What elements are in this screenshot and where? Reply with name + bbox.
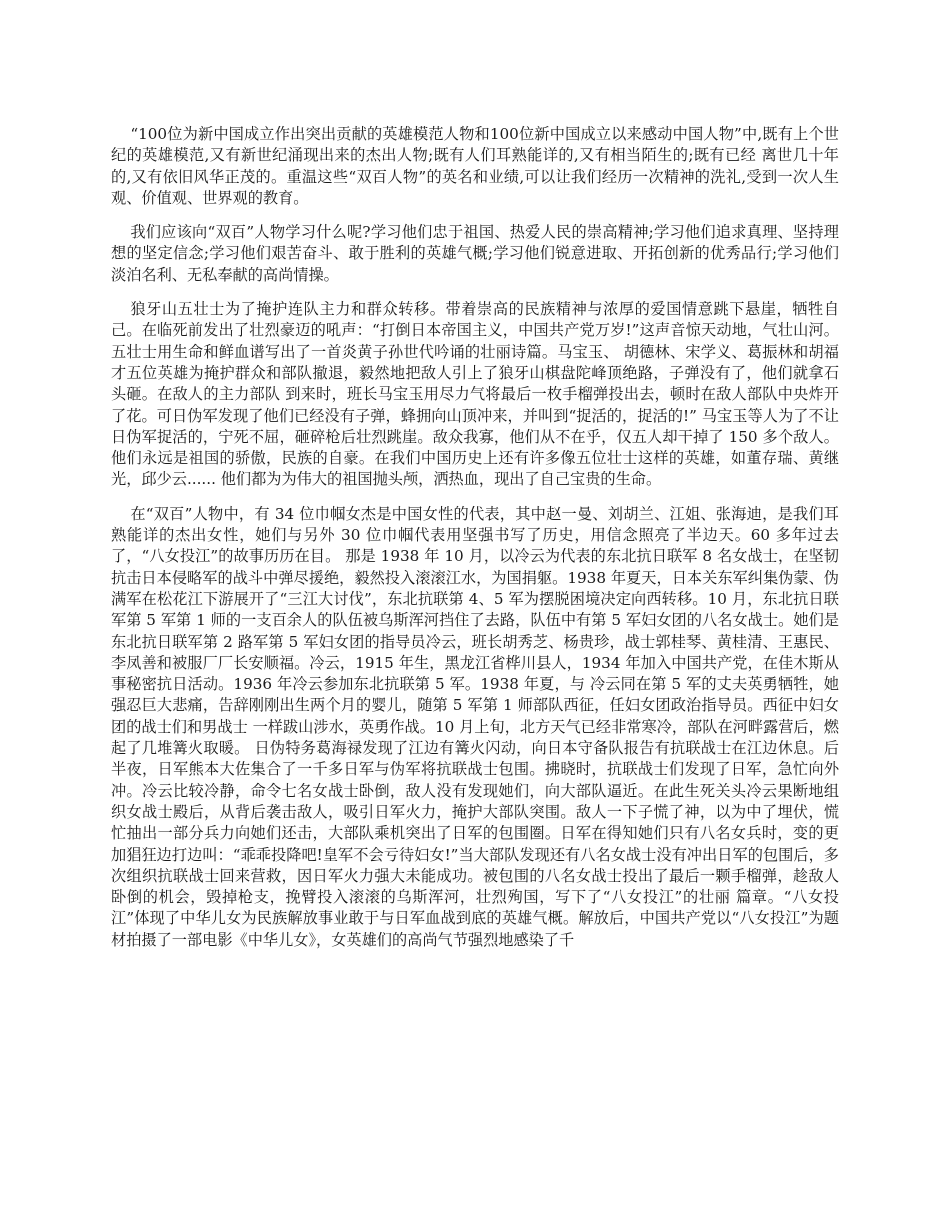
document-body <box>111 124 839 964</box>
paragraph-langyashan: 狼牙山五壮士为了掩护连队主力和群众转移。带着崇高的民族精神与浓厚的爱国情意跳下悬崖，牺牲自己。在临死前发出了壮烈豪迈的吼声：“打倒日本帝国主义，中国共产党万岁!”这声音惊天动地，气壮山河。五壮士用生命和鲜血谱写出了一首炎黄子孙世代吟诵的壮丽诗篇。马宝玉、 胡德林、宋学义、葛振林和胡福才五位英雄为掩护群众和部队撤退，毅然地把敌人引上了狼牙山棋盘陀峰顶绝路，子弹没有了，他们就拿石头砸。在敌人的主力部队 到来时，班长马宝玉用尽力气将最后一枚手榴弹投出去，顿时在敌人部队中央炸开了花。可日伪军发现了他们已经没有子弹，蜂拥向山顶冲来，并叫到“捉活的，捉活的!” 马宝玉等人为了不让日伪军捉活的，宁死不屈，砸碎枪后壮烈跳崖。敌众我寡，他们从不在乎，仅五人却干掉了 150 多个敌人。他们永远是祖国的骄傲，民族的自豪。在我们中国历史上还有许多像五位壮士这样的英雄，如董存瑞、黄继光，邱少云...... 他们都为为伟大的祖国抛头颅，洒热血，现出了自己宝贵的生命。 <box>111 300 839 489</box>
paragraph-intro: “100位为新中国成立作出突出贡献的英雄模范人物和100位新中国成立以来感动中国人物”中,既有上个世纪的英雄模范,又有新世纪涌现出来的杰出人物;既有人们耳熟能详的,又有相当陌生的;既有已经 离世几十年的,又有依旧风华正茂的。重温这些“双百人物”的英名和业绩,可以让我们经历一次精神的洗礼,受到一次人生观、价值观、世界观的教育。 <box>111 125 839 207</box>
paragraph-learning: 我们应该向“双百”人物学习什么呢?学习他们忠于祖国、热爱人民的崇高精神;学习他们追求真理、坚持理想的坚定信念;学习他们艰苦奋斗、敢于胜利的英雄气概;学习他们锐意进取、开拓创新的优秀品行;学习他们淡泊名利、无私奉献的高尚情操。 <box>111 223 839 284</box>
paragraph-eight-women: 在“双百”人物中，有 34 位巾帼女杰是中国女性的代表，其中赵一曼、刘胡兰、江姐、张海迪，是我们耳熟能详的杰出女性，她们与另外 30 位巾帼代表用坚强书写了历史，用信念照亮了半边天。60 多年过去了，“八女投江”的故事历历在目。 那是 1938 年 10 月，以冷云为代表的东北抗日联军 8 名女战士，在坚韧抗击日本侵略军的战斗中弹尽援绝，毅然投入滚滚江水，为国捐躯。1938 年夏天，日本关东军纠集伪蒙、伪满军在松花江下游展开了“三江大讨伐”，东北抗联第 4、5 军为摆脱困境决定向西转移。10 月，东北抗日联军第 5 军第 1 师的一支百余人的队伍被乌斯浑河挡住了去路，队伍中有第 5 军妇女团的八名女战士。她们是东北抗日联军第 2 路军第 5 军妇女团的指导员冷云，班长胡秀芝、杨贵珍，战士郭桂琴、黄桂清、王惠民、李凤善和被服厂厂长安顺福。冷云，1915 年生，黑龙江省桦川县人，1934 年加入中国共产党，在佳木斯从事秘密抗日活动。1936 年冷云参加东北抗联第 5 军。1938 年夏，与 冷云同在第 5 军的丈夫英勇牺牲，她强忍巨大悲痛，告辞刚刚出生两个月的婴儿，随第 5 军第 1 师部队西征，任妇女团政治指导员。西征中妇女团的战士们和男战士 一样跋山涉水，英勇作战。10 月上旬，北方天气已经非常寒冷，部队在河畔露营后，燃起了几堆篝火取暖。 日伪特务葛海禄发现了江边有篝火闪动，向日本守备队报告有抗联战士在江边休息。后半夜，日军熊本大佐集合了一千多日军与伪军将抗联战士包围。拂晓时，抗联战士们发现了日军，急忙向外冲。冷云比较冷静，命令七名女战士卧倒，敌人没有发现她们，向大部队逼近。在此生死关头冷云果断地组织女战士殿后，从背后袭击敌人，吸引日军火力，掩护大部队突围。敌人一下子慌了神，以为中了埋伏，慌忙抽出一部分兵力向她们还击，大部队乘机突出了日军的包围圈。日军在得知她们只有八名女兵时，变的更加猖狂边打边叫：“乖乖投降吧!皇军不会亏待妇女!”当大部队发现还有八名女战士没有冲出日军的包围后，多次组织抗联战士回来营救，因日军火力强大未能成功。被包围的八名女战士投出了最后一颗手榴弹，趁敌人卧倒的机会，毁掉枪支，挽臂投入滚滚的乌斯浑河，壮烈殉国，写下了“八女投江”的壮丽 篇章。“八女投江”体现了中华儿女为民族解放事业敢于与日军血战到底的英雄气概。解放后，中国共产党以“八女投江”为题材拍摄了一部电影《中华儿女》，女英雄们的高尚气节强烈地感染了千 <box>111 504 839 949</box>
